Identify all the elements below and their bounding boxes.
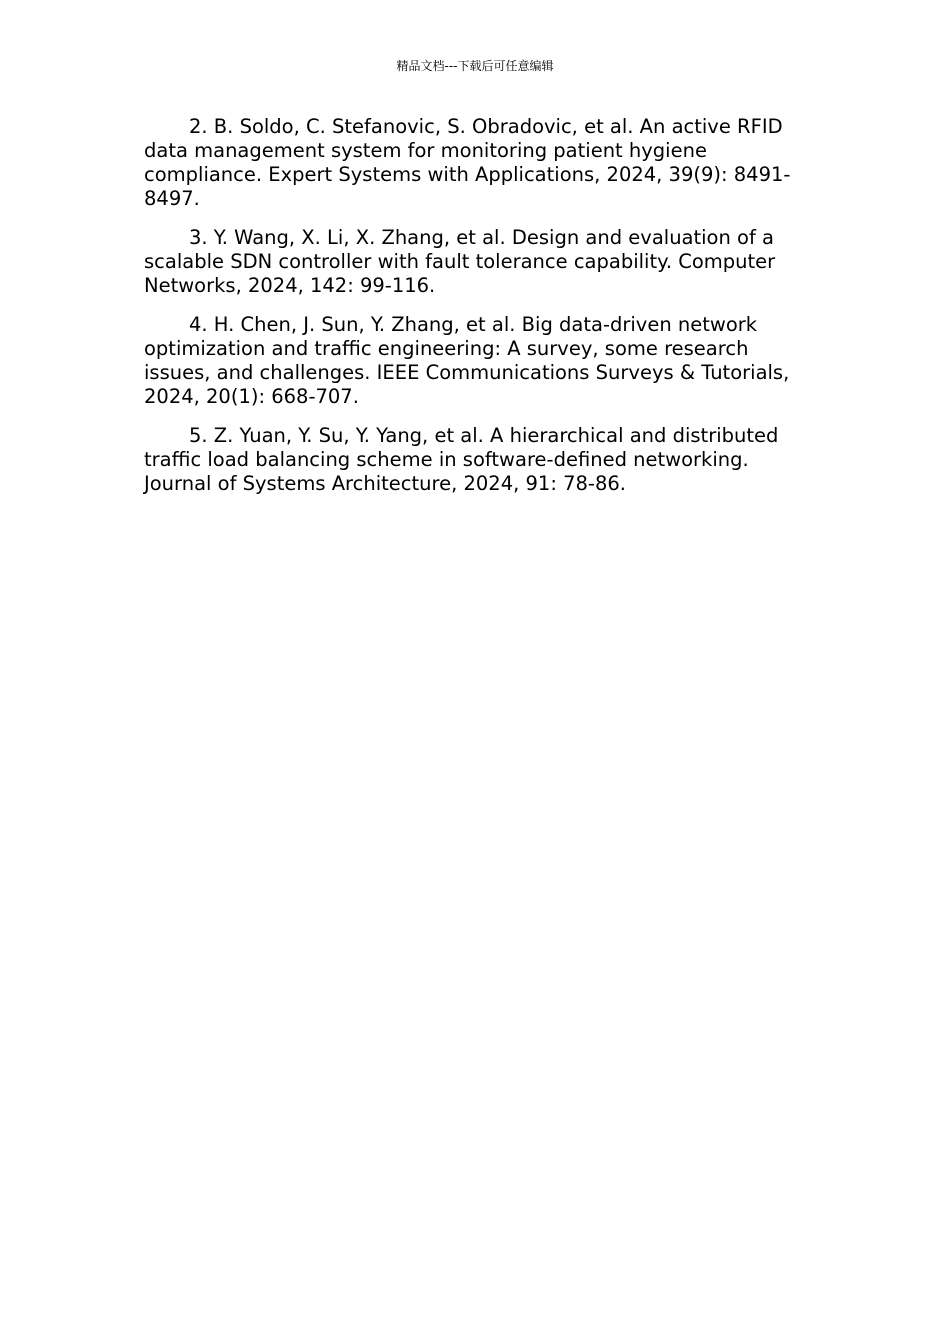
reference-item-4: 4. H. Chen, J. Sun, Y. Zhang, et al. Big data-driven network optimization and traffic engineering: A survey, some research issues, and challenges. IEEE Communications Surveys & Tutorials, 2024, 20(1): 668-707. xyxy=(144,313,790,408)
reference-list xyxy=(144,115,806,511)
reference-item-5: 5. Z. Yuan, Y. Su, Y. Yang, et al. A hierarchical and distributed traffic load balancing scheme in software-defined networking. Journal of Systems Architecture, 2024, 91: 78-86. xyxy=(144,424,779,495)
page-header: 精品文档---下载后可任意编辑 xyxy=(396,59,554,73)
reference-item-3: 3. Y. Wang, X. Li, X. Zhang, et al. Design and evaluation of a scalable SDN controller with fault tolerance capability. Computer Networks, 2024, 142: 99-116. xyxy=(144,226,776,297)
reference-item-2: 2. B. Soldo, C. Stefanovic, S. Obradovic, et al. An active RFID data management system for monitoring patient hygiene compliance. Expert Systems with Applications, 2024, 39(9): 8491-8497. xyxy=(144,115,791,210)
